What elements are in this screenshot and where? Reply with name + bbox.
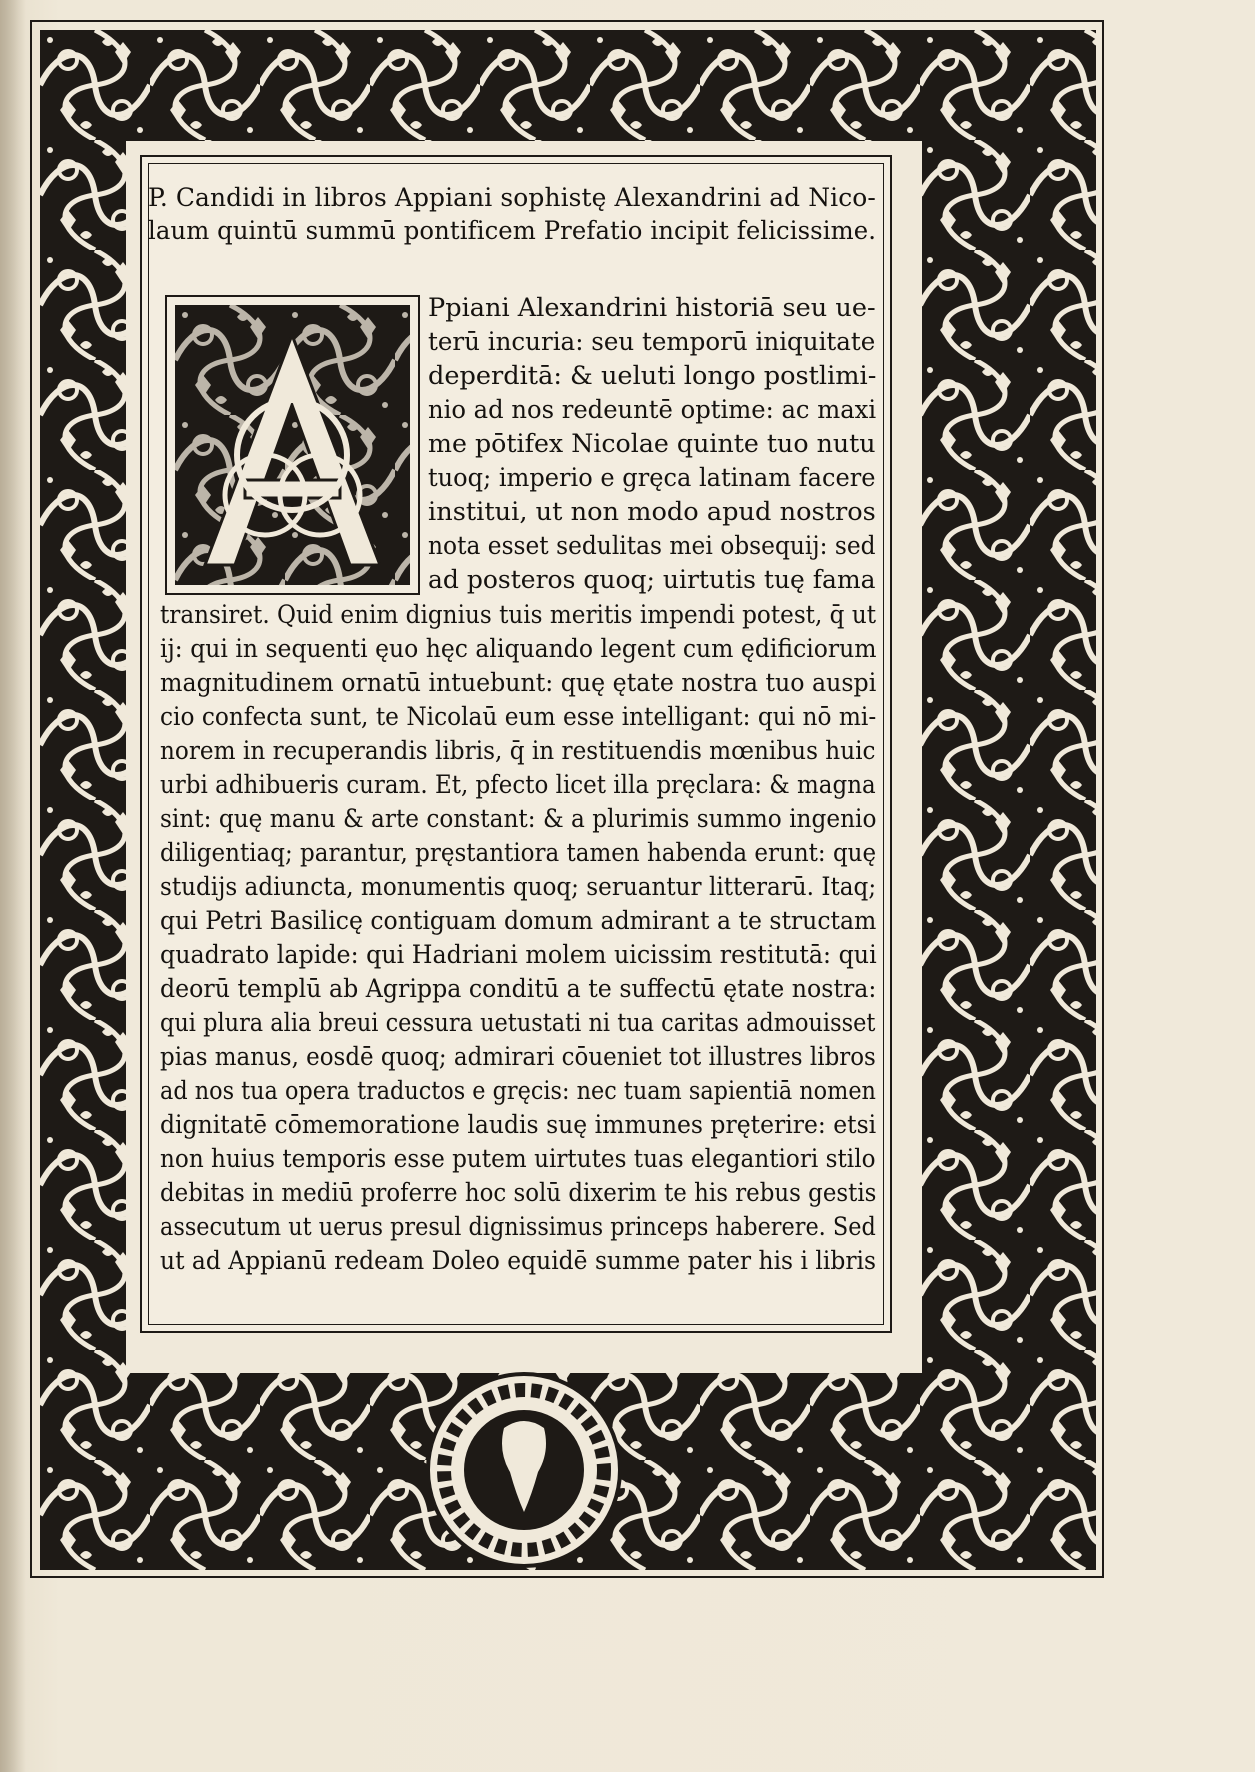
full-line-3: magnitudinem ornatū intuebunt: quę ętate nostra tuo auspi bbox=[160, 668, 877, 697]
indented-line-7: institui, ut non modo apud nostros bbox=[428, 497, 876, 526]
heading-line-2: laum quintū summū pontificem Prefatio incipit felicissime. bbox=[148, 216, 877, 245]
indented-line-5: me pōtifex Nicolae quinte tuo nutu bbox=[428, 429, 876, 458]
full-line-2: ij: qui in sequenti ęuo hęc aliquando legent cum ędificiorum bbox=[160, 634, 877, 663]
full-line-18: debitas in mediū proferre hoc solū dixerim te his rebus gestis bbox=[160, 1178, 877, 1207]
full-line-16: dignitatē cōmemoratione laudis suę immunes pręterire: etsi bbox=[160, 1110, 877, 1139]
full-line-17: non huius temporis esse putem uirtutes tuas elegantiori stilo bbox=[160, 1144, 876, 1173]
initial-letter-ornament bbox=[175, 305, 410, 585]
full-line-7: sint: quę manu & arte constant: & a plurimis summo ingenio bbox=[160, 804, 877, 833]
medallion-emblem bbox=[428, 1374, 620, 1566]
indented-line-3: deperditā: & ueluti longo postlimi- bbox=[428, 361, 877, 390]
blank-lower-margin bbox=[0, 1585, 1255, 1772]
full-line-4: cio confecta sunt, te Nicolaū eum esse intelligant: qui nō mi- bbox=[160, 702, 877, 731]
indented-line-4: nio ad nos redeuntē optime: ac maxi bbox=[428, 395, 877, 424]
full-line-13: qui plura alia breui cessura uetustati ni tua caritas admouisset bbox=[160, 1008, 876, 1037]
full-line-8: diligentiaq; parantur, pręstantiora tamen habenda erunt: quę bbox=[160, 838, 877, 867]
full-line-11: quadrato lapide: qui Hadriani molem uicissim restitutā: qui bbox=[160, 940, 877, 969]
full-line-6: urbi adhibueris curam. Et, pfecto licet illa pręclara: & magna bbox=[160, 770, 876, 799]
full-line-15: ad nos tua opera traductos e gręcis: nec tuam sapientiā nomen bbox=[160, 1076, 876, 1105]
decorated-initial bbox=[165, 295, 420, 595]
full-line-1: transiret. Quid enim dignius tuis meritis impendi potest, q̄ ut bbox=[160, 600, 877, 629]
full-line-20: ut ad Appianū redeam Doleo equidē summe pater his i libris bbox=[160, 1246, 877, 1275]
full-line-5: norem in recuperandis libris, q̄ in restituendis mœnibus huic bbox=[160, 736, 876, 765]
indented-line-9: ad posteros quoq; uirtutis tuę fama bbox=[428, 565, 876, 594]
indented-line-1: Ppiani Alexandrini historiā seu ue- bbox=[428, 293, 876, 322]
full-line-9: studijs adiuncta, monumentis quoq; seruantur litterarū. Itaq; bbox=[160, 872, 877, 901]
full-line-10: qui Petri Basilicę contiguam domum admirant a te structam bbox=[160, 906, 877, 935]
gutter-shadow bbox=[0, 0, 26, 1772]
indented-line-8: nota esset sedulitas mei obsequij: sed bbox=[428, 531, 876, 560]
indented-line-2: terū incuria: seu temporū iniquitate bbox=[428, 327, 876, 356]
full-line-14: pias manus, eosdē quoq; admirari cōueniet tot illustres libros bbox=[160, 1042, 876, 1071]
indented-line-6: tuoq; imperio e gręca latinam facere bbox=[428, 463, 876, 492]
full-line-12: deorū templū ab Agrippa conditū a te suffectū ętate nostra: bbox=[160, 974, 877, 1003]
full-line-19: assecutum ut uerus presul dignissimus princeps haberere. Sed bbox=[160, 1212, 876, 1241]
heading-line-1: P. Candidi in libros Appiani sophistę Alexandrini ad Nico- bbox=[148, 183, 876, 212]
